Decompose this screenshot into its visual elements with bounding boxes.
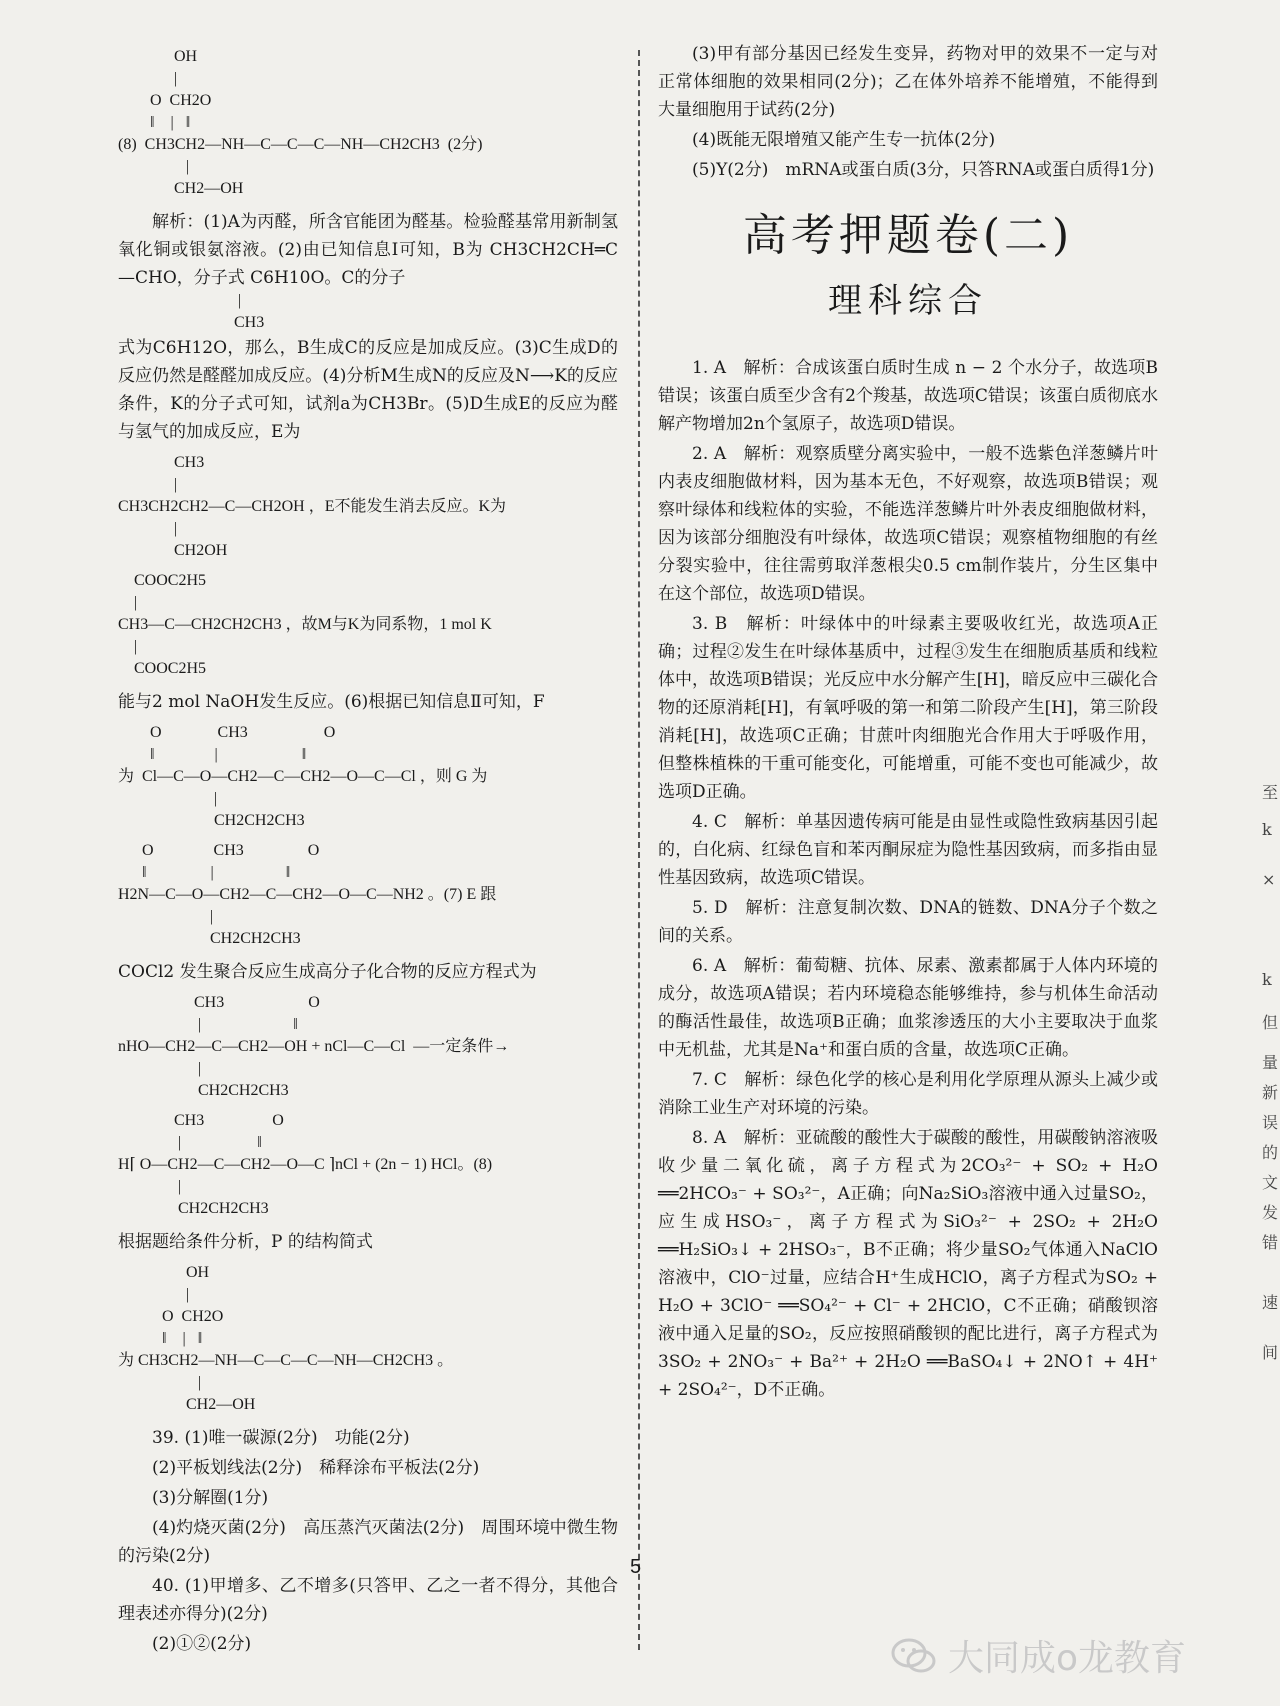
edge-char: 误 bbox=[1262, 1113, 1279, 1132]
watermark bbox=[890, 1630, 1186, 1681]
q40-cont-4: (4)既能无限增殖又能产生专一抗体(2分) bbox=[692, 130, 996, 150]
q40-line-1: 40. (1)甲增多、乙不增多(只答甲、乙之一者不得分，其他合理表述亦得分)(2分) bbox=[118, 1576, 618, 1624]
edge-char: × bbox=[1262, 870, 1276, 889]
edge-char: 速 bbox=[1262, 1293, 1279, 1312]
page-number: 5 bbox=[630, 1556, 642, 1578]
exam-title: 高考押题卷(二) bbox=[742, 210, 1074, 261]
edge-char: 新 bbox=[1262, 1083, 1279, 1102]
formula-8: (8) CH3CH2—NH—C—C—C—NH—CH2CH3 (2分) bbox=[118, 136, 483, 153]
q40-cont-3: (3)甲有部分基因已经发生变异，药物对甲的效果不一定与对正常体细胞的效果相同(2分)；乙在体外培养不能增殖，不能得到大量细胞用于试药(2分) bbox=[658, 44, 1158, 120]
answer-6: 6. A 解析：葡萄糖、抗体、尿素、激素都属于人体内环境的成分，故选项A错误；若内环境稳态能够维持，参与机体生命活动的酶活性最佳，故选项B正确；血浆渗透压的大小主要取决于血浆中无机盐，尤其是Na⁺和蛋白质的含量，故选项C正确。 bbox=[658, 956, 1158, 1060]
q39-line-2: (2)平板划线法(2分) 稀释涂布平板法(2分) bbox=[152, 1458, 480, 1478]
q40-line-2: (2)①②(2分) bbox=[152, 1634, 252, 1654]
edge-char: 但 bbox=[1262, 1013, 1279, 1032]
exam-subtitle: 理科综合 bbox=[828, 281, 988, 321]
left-column bbox=[118, 40, 618, 1660]
answer-7: 7. C 解析：绿色化学的核心是利用化学原理从源头上减少或消除工业生产对环境的污染。 bbox=[658, 1070, 1158, 1118]
q39-line-3: (3)分解圈(1分) bbox=[152, 1488, 269, 1508]
column-divider bbox=[638, 50, 640, 1650]
q40-cont-5: (5)Y(2分) mRNA或蛋白质(3分，只答RNA或蛋白质得1分) bbox=[692, 160, 1155, 180]
polymer-equation-a: CH3 O | ‖ nHO—CH2—C—CH2—OH + nCl—C—Cl —一定条件→ | CH2CH2CH3 bbox=[118, 994, 510, 1099]
p-structure: OH | O CH2O ‖ | ‖ 为 CH3CH2—NH—C—C—C—NH—CH2CH3 。 | CH2—OH bbox=[118, 1264, 454, 1413]
formula-8-top: OH | O CH2O ‖ | ‖ bbox=[150, 48, 212, 131]
answer-3: 3. B 解析：叶绿体中的叶绿素主要吸收红光，故选项A正确；过程②发生在叶绿体基质中，过程③发生在细胞质基质和线粒体中，故选项B错误；光反应中水分解产生[H]，暗反应中三碳化合物的还原消耗[H]，有氧呼吸的第一和第二阶段产生[H]，第三阶段消耗[H]，故选项C正确；甘蔗叶肉细胞光合作用大于呼吸作用，但整株植株的干重可能变化，可能增重，可能不变也可能减少，故选项D正确。 bbox=[658, 614, 1158, 802]
edge-char: 发 bbox=[1262, 1203, 1279, 1222]
q39-line-1: 39. (1)唯一碳源(2分) 功能(2分) bbox=[152, 1428, 410, 1448]
edge-char: 文 bbox=[1262, 1173, 1279, 1192]
answer-5: 5. D 解析：注意复制次数、DNA的链数、DNA分子个数之间的关系。 bbox=[658, 898, 1158, 946]
edge-char: 错 bbox=[1262, 1233, 1279, 1252]
edge-char: 量 bbox=[1262, 1053, 1279, 1072]
analysis-paragraph-4: COCl2 发生聚合反应生成高分子化合物的反应方程式为 bbox=[118, 962, 537, 982]
edge-char: 的 bbox=[1262, 1143, 1279, 1162]
edge-char: k bbox=[1262, 820, 1272, 839]
g-structure: O CH3 O ‖ | ‖ H2N—C—O—CH2—C—CH2—O—C—NH2 。(7) E 跟 | CH2CH2CH3 bbox=[118, 842, 497, 947]
watermark-text: 大同成o龙教育 bbox=[948, 1638, 1187, 1679]
right-column bbox=[658, 40, 1158, 1406]
analysis-paragraph-5: 根据题给条件分析，P 的结构简式 bbox=[118, 1232, 373, 1252]
answer-4: 4. C 解析：单基因遗传病可能是由显性或隐性致病基因引起的，白化病、红绿色盲和苯丙酮尿症为隐性基因致病，而多指由显性基因致病，故选项C错误。 bbox=[658, 812, 1158, 888]
answer-1: 1. A 解析：合成该蛋白质时生成 n − 2 个水分子，故选项B错误；该蛋白质至少含有2个羧基，故选项C错误；该蛋白质彻底水解产物增加2n个氢原子，故选项D错误。 bbox=[658, 358, 1158, 434]
analysis-paragraph-1: 解析：(1)A为丙醛，所含官能团为醛基。检验醛基常用新制氢氧化铜或银氨溶液。(2)由已知信息Ⅰ可知，B为 CH3CH2CH═C—CHO，分子式 C6H10O。C的分子 bbox=[118, 212, 618, 288]
answer-2: 2. A 解析：观察质壁分离实验中，一般不选紫色洋葱鳞片叶内表皮细胞做材料，因为基本无色，不好观察，故选项B错误；观察叶绿体和线粒体的实验，不能选洋葱鳞片叶外表皮细胞做材料，因为该部分细胞没有叶绿体，故选项C错误；观察植物细胞的有丝分裂实验中，往往需剪取洋葱根尖0.5 cm制作装片，分生区集中在这个部位，故选项D错误。 bbox=[658, 444, 1158, 604]
q39-line-4: (4)灼烧灭菌(2分) 高压蒸汽灭菌法(2分) 周围环境中微生物的污染(2分) bbox=[118, 1518, 618, 1566]
analysis-paragraph-3: 能与2 mol NaOH发生反应。(6)根据已知信息Ⅱ可知，F bbox=[118, 692, 545, 712]
polymer-equation-b: CH3 O | ‖ H⌈ O—CH2—C—CH2—O—C ⌉nCl + (2n − 1) HCl。(8) | CH2CH2CH3 bbox=[118, 1112, 493, 1217]
formula-8-bottom: | CH2—OH bbox=[174, 158, 244, 197]
b-substituent: | CH3 bbox=[234, 292, 265, 331]
edge-char: 间 bbox=[1262, 1343, 1279, 1362]
analysis-paragraph-2: 式为C6H12O，那么，B生成C的反应是加成反应。(3)C生成D的反应仍然是醛醛加成反应。(4)分析M生成N的反应及N⟶K的反应条件，K的分子式可知，试剂a为CH3Br。(5)D生成E的反应为醛与氢气的加成反应，E为 bbox=[118, 338, 618, 442]
edge-char: 至 bbox=[1262, 783, 1279, 802]
answer-8: 8. A 解析：亚硫酸的酸性大于碳酸的酸性，用碳酸钠溶液吸收少量二氧化硫，离子方程式为2CO₃²⁻ + SO₂ + H₂O ══2HCO₃⁻ + SO₃²⁻，A正确；向Na₂SiO₃溶液中通入过量SO₂，应生成HSO₃⁻，离子方程式为SiO₃²⁻ + 2SO₂ + 2H₂O ══H₂SiO₃↓ + 2HSO₃⁻，B不正确；将少量SO₂气体通入NaClO溶液中，ClO⁻过量，应结合H⁺生成HClO，离子方程式为SO₂ + H₂O + 3ClO⁻ ══SO₄²⁻ + Cl⁻ + 2HClO，C不正确；硝酸钡溶液中通入足量的SO₂，反应按照硝酸钡的配比进行，离子方程式为3SO₂ + 2NO₃⁻ + Ba²⁺ + 2H₂O ══BaSO₄↓ + 2NO↑ + 4H⁺ + 2SO₄²⁻，D不正确。 bbox=[658, 1128, 1158, 1400]
wechat-icon bbox=[890, 1636, 938, 1676]
e-structure: CH3 | CH3CH2CH2—C—CH2OH ，E不能发生消去反应。K为 | CH2OH bbox=[118, 454, 507, 559]
edge-char: k bbox=[1262, 970, 1272, 989]
f-structure: O CH3 O ‖ | ‖ 为 Cl—C—O—CH2—C—CH2—O—C—Cl ，则 G 为 | CH2CH2CH3 bbox=[118, 724, 488, 829]
k-structure: COOC2H5 | CH3—C—CH2CH2CH3 ，故M与K为同系物，1 mol K | COOC2H5 bbox=[118, 572, 492, 677]
